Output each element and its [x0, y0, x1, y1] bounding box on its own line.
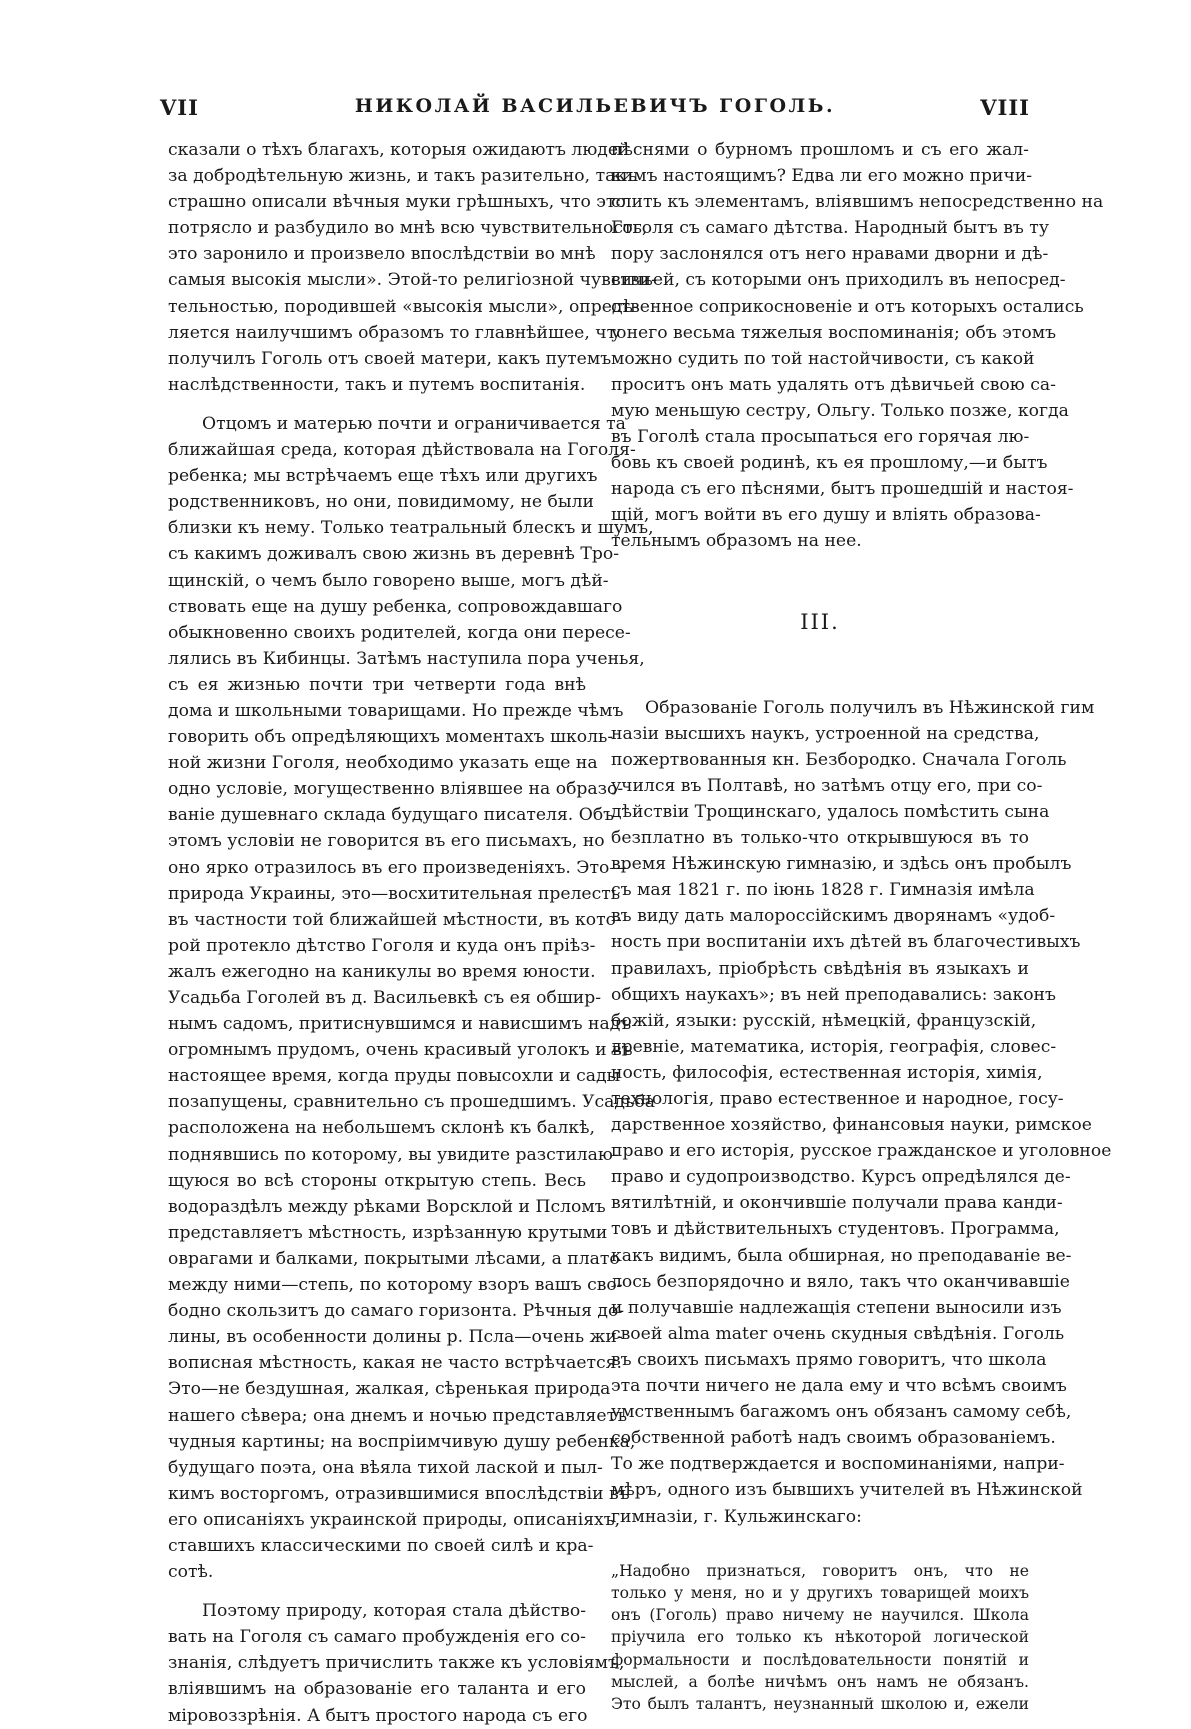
right-text-line: право и судопроизводство. Курсъ опредѣлялся де-	[611, 1167, 1071, 1188]
left-text-line: вописная мѣстность, какая не часто встрѣчается.	[168, 1353, 622, 1374]
right-text-line: дѣйствіи Трощинскаго, удалось помѣстить сына	[611, 801, 1050, 822]
left-text-line: знанія, слѣдуетъ причислить также къ условіямъ,	[168, 1653, 625, 1674]
right-text-line: мѣръ, одного изъ бывшихъ учителей въ Нѣжинской	[611, 1480, 1083, 1501]
left-text-line: щуюся во всѣ стороны открытую степь. Весь	[168, 1170, 586, 1191]
right-text-line: народа съ его пѣснями, бытъ прошедшій и настоя-	[611, 479, 1074, 500]
paragraph-gap	[168, 1585, 586, 1598]
right-text-line: божій, языки: русскій, нѣмецкій, французскій,	[611, 1010, 1037, 1031]
left-text-line: настоящее время, когда пруды повысохли и сады	[168, 1066, 621, 1087]
quote-block	[611, 1560, 1029, 1716]
right-text-line: какъ видимъ, была обширная, но преподаваніе ве-	[611, 1245, 1072, 1266]
right-text-line: гимназіи, г. Кульжинскаго:	[611, 1506, 862, 1527]
left-text-line: позапущены, сравнительно съ прошедшимъ. Усадьба	[168, 1092, 655, 1113]
left-text-line: тельностью, породившей «высокія мысли», опредѣ-	[168, 296, 639, 317]
left-text-line: міровоззрѣнія. А бытъ простого народа съ его	[168, 1705, 588, 1726]
paragraph-gap	[168, 398, 586, 411]
left-text-line: расположена на небольшемъ склонѣ къ балкѣ,	[168, 1118, 595, 1139]
left-text-line: чудныя картины; на воспріимчивую душу ребенка,	[168, 1431, 636, 1452]
left-text-line: Усадьба Гоголей въ д. Васильевкѣ съ ея обшир-	[168, 988, 602, 1008]
right-text-line: въ Гоголѣ стала просыпаться его горячая лю-	[611, 427, 1030, 448]
left-text-line: получилъ Гоголь отъ своей матери, какъ путемъ	[168, 348, 612, 369]
quote-text-line: формальности и послѣдовательности понятій и	[611, 1650, 1029, 1669]
left-text-line: дома и школьными товарищами. Но прежде чѣмъ	[168, 700, 624, 721]
left-text-line: родственниковъ, но они, повидимому, не были	[168, 492, 594, 513]
right-text-line: въ виду дать малороссійскимъ дворянамъ «удоб-	[611, 906, 1056, 927]
right-text-line: ственное соприкосновеніе и отъ которыхъ остались	[611, 296, 1084, 317]
right-text-line: лось безпорядочно и вяло, такъ что оканчивавшіе	[611, 1271, 1070, 1292]
right-text-line: ность при воспитаніи ихъ дѣтей въ благочестивыхъ	[611, 932, 1081, 953]
left-text-line: оврагами и балками, покрытыми лѣсами, а плато	[168, 1248, 620, 1269]
left-text-line: одно условіе, могущественно вліявшее на образо-	[168, 779, 624, 800]
left-text-line: говорить объ опредѣляющихъ моментахъ школь-	[168, 727, 614, 748]
page-number-left: VII	[160, 95, 199, 120]
left-text-line: это заронило и произвело впослѣдствіи во мнѣ	[168, 244, 596, 265]
left-text-line: ближайшая среда, которая дѣйствовала на Гоголя-	[168, 440, 636, 461]
running-title: НИКОЛАЙ ВАСИЛЬЕВИЧЪ ГОГОЛЬ.	[354, 95, 836, 117]
left-text-line: лины, въ особенности долины р. Псла—очень жи-	[168, 1327, 623, 1348]
quote-text-line: Это былъ талантъ, неузнанный школою и, ежели	[611, 1695, 1029, 1714]
right-text-line: общихъ наукахъ»; въ ней преподавались: законъ	[611, 984, 1056, 1005]
right-text-line: пору заслонялся отъ него нравами дворни и дѣ-	[611, 244, 1049, 265]
left-text-line: близки къ нему. Только театральный блескъ и шумъ,	[168, 518, 654, 539]
left-text-line: между ними—степь, по которому взоръ вашъ сво-	[168, 1275, 623, 1296]
right-text-line: Образованіе Гоголь получилъ въ Нѣжинской гим	[645, 697, 1095, 718]
right-text-line: умственнымъ багажомъ онъ обязанъ самому себѣ,	[611, 1402, 1072, 1423]
right-text-line: мую меньшую сестру, Ольгу. Только позже, когда	[611, 400, 1069, 421]
left-text-line: кимъ восторгомъ, отразившимися впослѣдствіи въ	[168, 1483, 630, 1504]
right-text-line: съ мая 1821 г. по іюнь 1828 г. Гимназія имѣла	[611, 880, 1035, 901]
left-text-line: лялись въ Кибинцы. Затѣмъ наступила пора ученья,	[168, 648, 645, 669]
right-text-line: пожертвованныя кн. Безбородко. Сначала Гоголь	[611, 749, 1067, 770]
right-text-line: технологія, право естественное и народное, госу-	[611, 1089, 1064, 1109]
left-text-line: этомъ условіи не говорится въ его письмахъ, но	[168, 831, 605, 852]
left-paragraph	[168, 1598, 625, 1728]
right-text-line: ность, философія, естественная исторія, химія,	[611, 1062, 1043, 1083]
right-text-line: щій, могъ войти въ его душу и вліять образова-	[611, 505, 1041, 526]
left-text-line: представляетъ мѣстность, изрѣзанную крутыми	[168, 1222, 608, 1243]
right-text-line: у него весьма тяжелыя воспоминанія; объ этомъ	[611, 322, 1057, 343]
left-text-line: вать на Гоголя съ самаго пробужденія его со-	[168, 1627, 586, 1648]
right-text-line: назіи высшихъ наукъ, устроенной на средства,	[611, 723, 1040, 744]
left-text-line: потрясло и разбудило во мнѣ всю чувствительность,	[168, 218, 648, 239]
left-text-line: съ какимъ доживалъ свою жизнь въ деревнѣ Тро-	[168, 544, 619, 565]
quote-text-line: пріучила его только къ нѣкоторой логической	[611, 1628, 1029, 1647]
right-text-line: въ своихъ письмахъ прямо говоритъ, что школа	[611, 1349, 1047, 1370]
left-text-line: ребенка; мы встрѣчаемъ еще тѣхъ или другихъ	[168, 466, 598, 487]
right-text-line: собственной работѣ надъ своимъ образованіемъ.	[611, 1428, 1056, 1449]
right-text-line: тельнымъ образомъ на нее.	[611, 531, 862, 552]
right-text-line: учился въ Полтавѣ, но затѣмъ отцу его, при со-	[611, 775, 1043, 796]
right-paragraph-1	[611, 137, 1104, 555]
left-text-line: ваніе душевнаго склада будущаго писателя. Объ	[168, 805, 615, 826]
right-text-line: вятилѣтній, и окончившіе получали права канди-	[611, 1193, 1063, 1214]
quote-text-line: мыслей, а болѣе ничѣмъ онъ намъ не обязанъ.	[611, 1673, 1029, 1692]
page-header	[160, 95, 1030, 125]
left-text-line: ляется наилучшимъ образомъ то главнѣйшее, что	[168, 322, 627, 343]
left-text-line: Отцомъ и матерью почти и ограничивается та	[202, 413, 626, 434]
right-text-line: проситъ онъ мать удалять отъ дѣвичьей свою са-	[611, 374, 1056, 395]
right-text-line: и получавшіе надлежащія степени выносили изъ	[611, 1297, 1062, 1318]
right-text-line: Гоголя съ самаго дѣтства. Народный бытъ въ ту	[611, 218, 1049, 239]
left-text-line: бодно скользитъ до самаго горизонта. Рѣчныя до-	[168, 1301, 625, 1322]
left-text-line: нымъ садомъ, притиснувшимся и нависшимъ надъ	[168, 1014, 632, 1035]
left-text-line: Поэтому природу, которая стала дѣйство-	[202, 1601, 586, 1622]
left-paragraph	[168, 411, 655, 1585]
left-text-line: страшно описали вѣчныя муки грѣшныхъ, что это	[168, 192, 626, 213]
right-paragraph-2	[611, 695, 1112, 1530]
left-text-line: оно ярко отразилось въ его произведеніяхъ. Это—	[168, 857, 627, 878]
right-text-line: дарственное хозяйство, финансовыя науки, римское	[611, 1115, 1092, 1136]
right-text-line: безплатно въ только-что открывшуюся въ то	[611, 828, 1029, 849]
left-text-line: наслѣдственности, такъ и путемъ воспитанія.	[168, 374, 586, 395]
right-text-line: эта почти ничего не дала ему и что всѣмъ своимъ	[611, 1376, 1067, 1397]
left-text-line: обыкновенно своихъ родителей, когда они пересе-	[168, 622, 631, 643]
right-column	[611, 137, 1112, 1716]
left-text-line: его описаніяхъ украинской природы, описаніяхъ,	[168, 1509, 621, 1530]
left-text-line: за добродѣтельную жизнь, и такъ разительно, такъ	[168, 166, 638, 187]
right-text-line: вичьей, съ которыми онъ приходилъ въ непосред-	[611, 270, 1066, 291]
left-text-line: въ частности той ближайшей мѣстности, въ кото-	[168, 909, 622, 930]
left-text-line: нашего сѣвера; она днемъ и ночью представляетъ	[168, 1405, 628, 1426]
left-text-line: сотѣ.	[168, 1562, 214, 1583]
left-text-line: поднявшись по которому, вы увидите разстилаю-	[168, 1144, 619, 1165]
quote-text-line: „Надобно признаться, говоритъ онъ, что не	[611, 1561, 1029, 1580]
left-text-line: жалъ ежегодно на каникулы во время юности.	[168, 961, 596, 982]
section-numeral: III.	[800, 609, 840, 634]
left-text-line: самыя высокія мысли». Этой-то религіозной чувстви-	[168, 270, 657, 291]
left-text-line: ставшихъ классическими по своей силѣ и кра-	[168, 1535, 594, 1556]
left-text-line: огромнымъ прудомъ, очень красивый уголокъ и въ	[168, 1040, 633, 1061]
quote-text-line: только у меня, но и у другихъ товарищей моихъ	[611, 1583, 1029, 1602]
quote-text-line: онъ (Гоголь) право ничему не научился. Школа	[611, 1606, 1029, 1625]
right-text-line: время Нѣжинскую гимназію, и здѣсь онъ пробылъ	[611, 854, 1072, 875]
left-text-line: вліявшимъ на образованіе его таланта и его	[168, 1679, 586, 1700]
right-text-line: кимъ настоящимъ? Едва ли его можно причи-	[611, 166, 1033, 187]
left-text-line: водораздѣлъ между рѣками Ворсклой и Псломъ	[168, 1196, 606, 1217]
left-text-line: сказали о тѣхъ благахъ, которыя ожидаютъ людей	[168, 140, 630, 160]
right-text-line: правилахъ, пріобрѣсть свѣдѣнія въ языкахъ и	[611, 958, 1029, 979]
left-text-line: съ ея жизнью почти три четверти года внѣ	[168, 674, 586, 695]
right-text-line: слить къ элементамъ, вліявшимъ непосредственно на	[611, 192, 1104, 213]
right-text-line: товъ и дѣйствительныхъ студентовъ. Программа,	[611, 1219, 1060, 1240]
left-text-line: ной жизни Гоголя, необходимо указать еще на	[168, 753, 598, 774]
left-text-line: природа Украины, это—восхитительная прелесть	[168, 883, 621, 904]
right-text-line: можно судить по той настойчивости, съ какой	[611, 348, 1035, 369]
left-text-line: будущаго поэта, она вѣяла тихой лаской и пыл-	[168, 1457, 603, 1478]
right-text-line: пѣснями о бурномъ прошломъ и съ его жал-	[611, 140, 1029, 160]
right-text-line: древніе, математика, исторія, географія, словес-	[611, 1036, 1057, 1057]
right-text-line: То же подтверждается и воспоминаніями, напри-	[611, 1454, 1065, 1475]
quote-spacer	[611, 1530, 1029, 1560]
right-text-line: своей alma mater очень скудныя свѣдѣнія. Гоголь	[611, 1323, 1065, 1344]
left-paragraph	[168, 137, 657, 398]
right-text-line: бовь къ своей родинѣ, къ ея прошлому,—и бытъ	[611, 453, 1048, 474]
left-text-line: рой протекло дѣтство Гоголя и куда онъ пріѣз-	[168, 935, 596, 956]
page-number-right: VIII	[980, 95, 1030, 120]
left-column	[168, 137, 657, 1729]
left-text-line: Это—не бездушная, жалкая, сѣренькая природа	[168, 1379, 611, 1400]
left-text-line: ствовать еще на душу ребенка, сопровождавшаго	[168, 596, 623, 617]
right-text-line: право и его исторія, русское гражданское и уголовное	[611, 1141, 1112, 1162]
left-text-line: щинскій, о чемъ было говорено выше, могъ дѣй-	[168, 570, 609, 591]
